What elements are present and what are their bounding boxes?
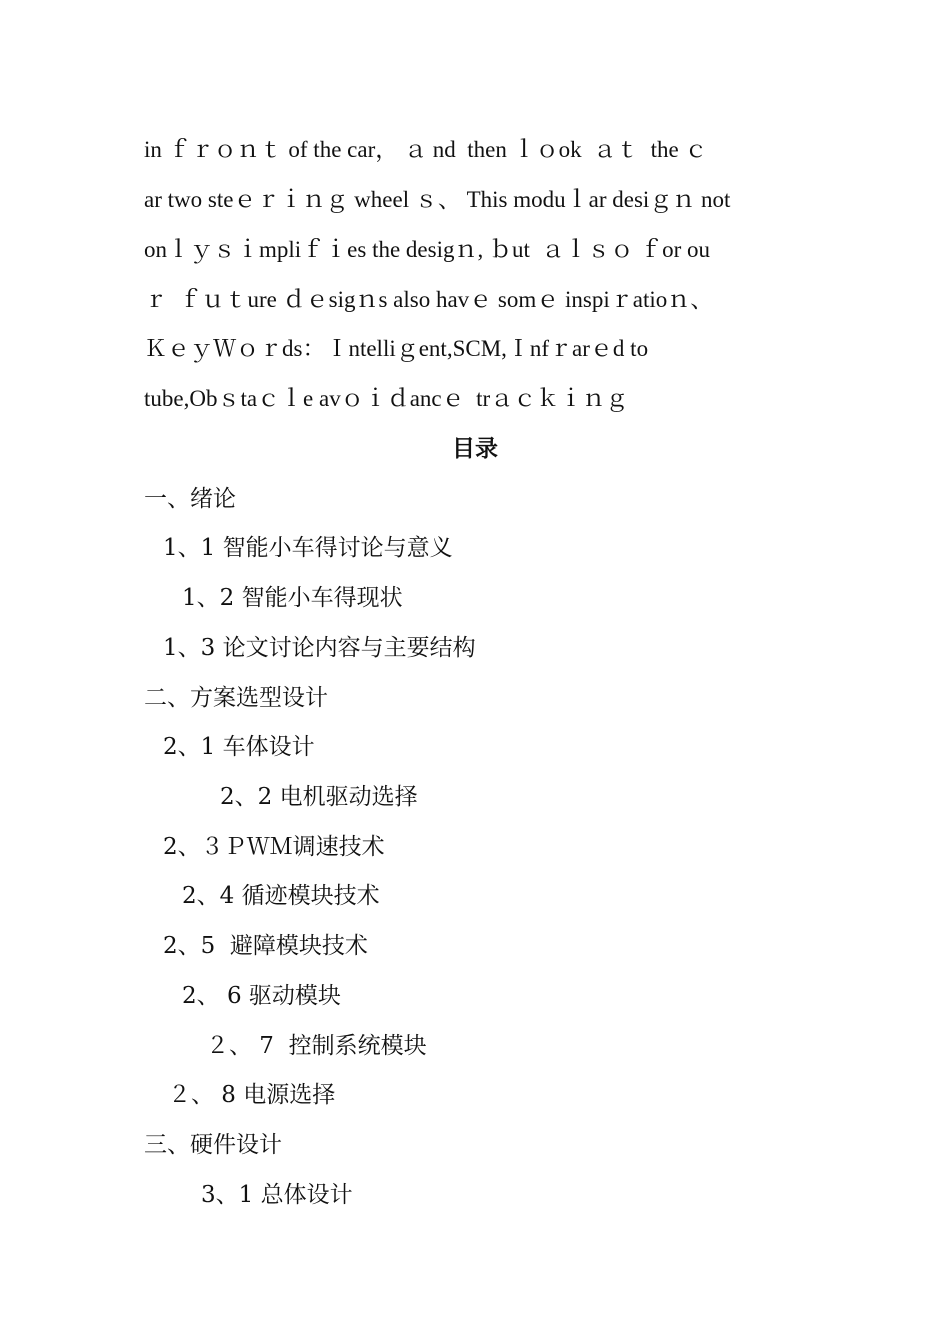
toc-title: 目录 (452, 435, 498, 462)
toc-item: 1、3 论文讨论内容与主要结构 (163, 635, 476, 661)
abstract-line: ＫｅｙＷｏｒds：Ｉntelliｇent,SCM,Ｉnfｒarｅd to (144, 336, 649, 361)
toc-item: 三、硬件设计 (144, 1132, 282, 1158)
toc-item: 一、绪论 (144, 486, 236, 512)
toc-item: 2、 6 驱动模块 (182, 983, 341, 1009)
abstract-line: ｒ ｆｕｔure ｄｅsigｎs also havｅ somｅ inspiｒatioｎ、 (144, 287, 714, 312)
toc-item: 2、1 车体设计 (163, 734, 315, 760)
toc-item: ２、 8 电源选择 (168, 1082, 336, 1108)
toc-item: ２、 7 控制系统模块 (206, 1033, 427, 1059)
abstract-line: ar two steｅｒｉｎｇ wheel ｓ、 This moduｌar desiｇｎ not (144, 187, 731, 212)
abstract-line: in ｆｒｏｎｔ of the car， ａ nd then ｌｏok ａｔ the ｃ (144, 137, 708, 162)
toc-item: 2、5 避障模块技术 (163, 933, 368, 959)
toc-item: 2、３ＰＷＭ调速技术 (163, 834, 385, 860)
toc-item: 二、方案选型设计 (144, 685, 328, 711)
toc-item: 1、2 智能小车得现状 (182, 585, 403, 611)
abstract-line: onｌｙｓｉmpliｆｉes the desigｎ, ｂut ａｌｓｏ ｆor ou (144, 237, 711, 262)
toc-item: 1、1 智能小车得讨论与意义 (163, 535, 453, 561)
abstract-line: tube,Obｓtaｃｌe avｏｉｄancｅ trａｃｋｉｎｇ (144, 386, 629, 411)
toc-item: 2、2 电机驱动选择 (220, 784, 418, 810)
toc-item: 2、4 循迹模块技术 (182, 883, 380, 909)
toc-item: 3、1 总体设计 (201, 1182, 353, 1208)
